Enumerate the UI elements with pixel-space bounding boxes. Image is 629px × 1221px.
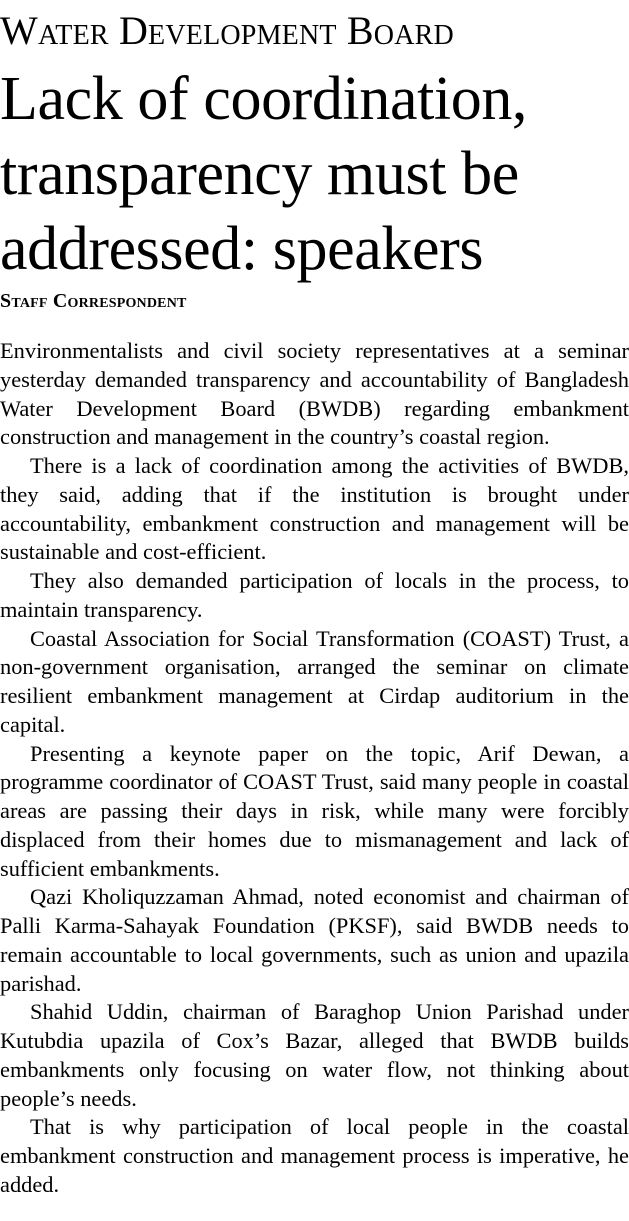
paragraph: Coastal Association for Social Transformation (COAST) Trust, a non-government organisation, arranged the seminar on climate resilient embankment management at Cirdap auditorium in the capital.	[0, 625, 629, 737]
paragraph: Environmentalists and civil society representatives at a seminar yesterday demanded transparency and accountability of Bangladesh Water Development Board (BWDB) regarding embankment construction and management in the country’s coastal region.	[0, 338, 629, 450]
paragraph: Qazi Kholiquzzaman Ahmad, noted economist and chairman of Palli Karma-Sahayak Foundation (PKSF), said BWDB needs to remain accountable to local governments, such as union and upazila parishad.	[0, 884, 629, 996]
paragraph: That is why participation of local people in the coastal embankment construction and management process is imperative, he added.	[0, 1114, 629, 1197]
article-body	[0, 337, 629, 1200]
paragraph: They also demanded participation of locals in the process, to maintain transparency.	[0, 568, 629, 622]
paragraph: Shahid Uddin, chairman of Baraghop Union Parishad under Kutubdia upazila of Cox’s Bazar, alleged that BWDB builds embankments only focusing on water flow, not thinking about people’s needs.	[0, 999, 629, 1111]
paragraph: Presenting a keynote paper on the topic, Arif Dewan, a programme coordinator of COAST Trust, said many people in coastal areas are passing their days in risk, while many were forcibly displaced from their homes due to mismanagement and lack of sufficient embankments.	[0, 740, 629, 881]
headline: Lack of coordination, transparency must be addressed: speakers	[0, 65, 528, 283]
paragraph: There is a lack of coordination among the activities of BWDB, they said, adding that if the institution is brought under accountability, embankment construction and management will be sustainable and cost-efficient.	[0, 453, 629, 565]
section-kicker: Water Development Board	[0, 8, 454, 53]
byline: Staff Correspondent	[0, 290, 187, 312]
